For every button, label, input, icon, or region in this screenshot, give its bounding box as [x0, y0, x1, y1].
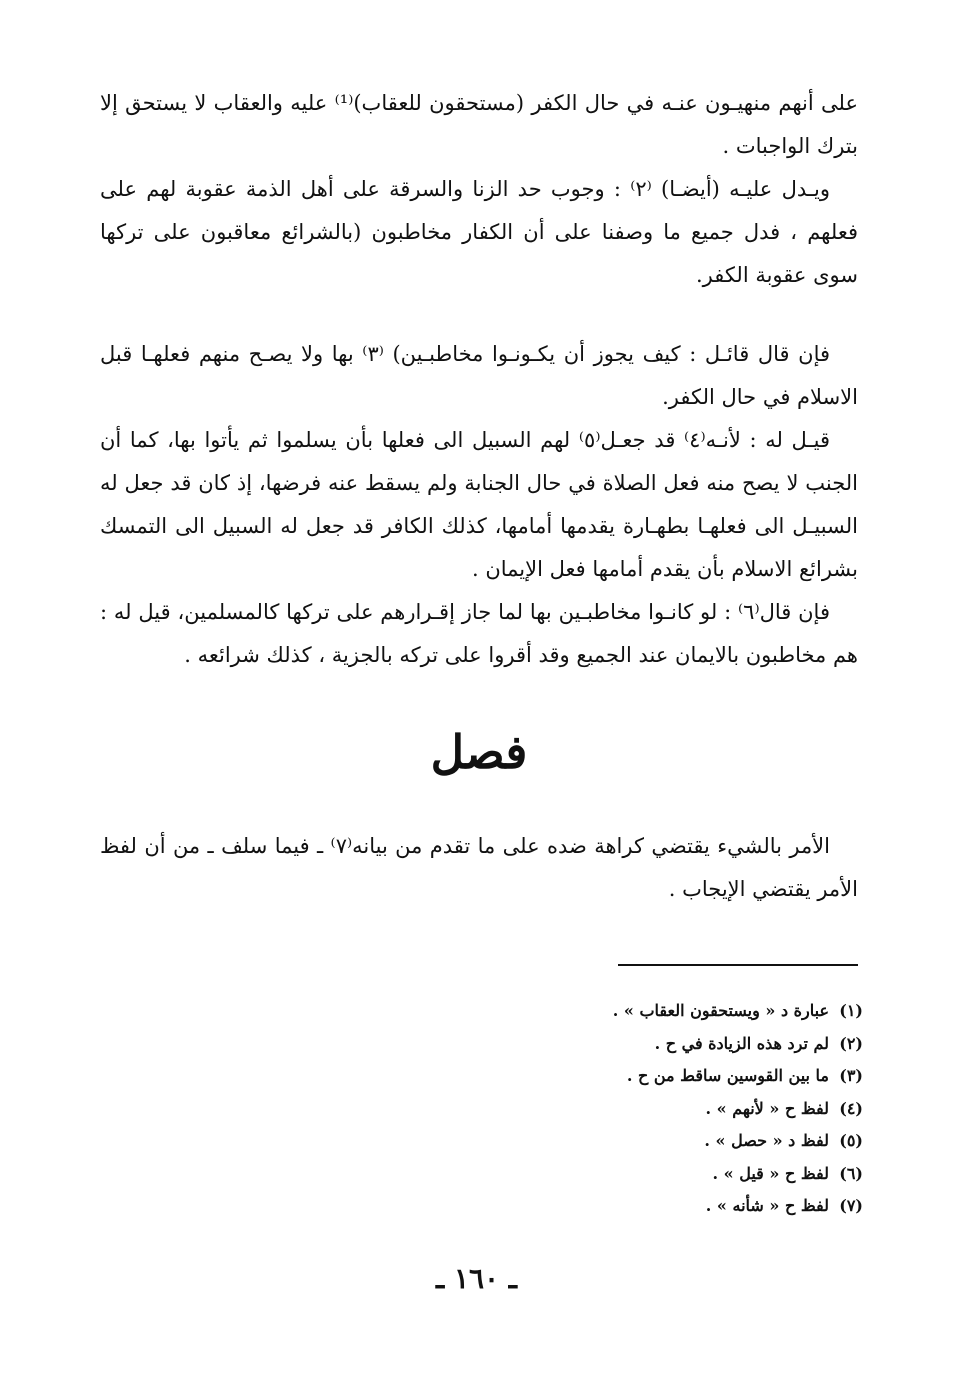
footnote-number: (٧)	[839, 1196, 863, 1215]
paragraph-5: فإن قال⁽٦⁾ : لو كانـوا مخاطبـين بها لما جاز إقـرارهم على تركها كالمسلمين، قيل له : هم مخاطبون بالايمان عند الجميع وقد أقروا على تركه بالجزية ، كذلك شرائعه .	[100, 600, 858, 667]
footnote-text: لم ترد هذه الزيادة في ح .	[654, 1033, 829, 1053]
footnote-text: لفظ د « حصل » .	[704, 1131, 829, 1150]
paragraph-6: الأمر بالشيء يقتضي كراهة ضده على ما تقدم من بيانه⁽٧⁾ ـ فيما سلف ـ من أن لفظ الأمر يقتضي الإيجاب .	[100, 834, 858, 901]
footnote-text: عبارة د « ويستحقون العقاب » .	[612, 1001, 829, 1020]
footnote-text: لفظ ح « لأنهم » .	[705, 1098, 829, 1118]
footnote-text: لفظ ح « شأنه » .	[705, 1196, 829, 1215]
footnote-3	[363, 1060, 863, 1093]
footnote-text: لفظ ح « قيل » .	[712, 1163, 829, 1183]
footnotes	[363, 995, 863, 1223]
footnote-number: (٥)	[839, 1131, 863, 1150]
footnote-5	[363, 1125, 863, 1158]
paragraph-4: قيـل له : لأنـه⁽٤⁾ قد جعـل⁽٥⁾ لهم السبيل الى فعلها بأن يسلموا ثم يأتوا بها، كما أن الجنب لا يصح منه فعل الصلاة في حال الجنابة ولم يسقط عنه فرضها، إذ كان قد جعل له السبيـل الى فعلهـا بطهـارة يقدمها أمامها، كذلك الكافر قد جعل له السبيل الى التمسك بشرائع الاسلام بأن يقدم أمامها فعل الإيمان .	[100, 428, 858, 581]
page-body	[100, 82, 858, 911]
footnote-number: (٦)	[839, 1163, 863, 1183]
footnote-1	[363, 995, 863, 1028]
paragraph-1: على أنهم منهيـون عنـه في حال الكفر (مستحقون للعقاب)⁽¹⁾ عليه والعقاب لا يستحق إلا بترك الواجبات .	[100, 91, 858, 158]
footnote-number: (٢)	[839, 1033, 863, 1053]
footnote-6	[363, 1158, 863, 1191]
paragraph-gap	[100, 297, 858, 333]
footnote-separator	[618, 964, 858, 966]
paragraph-3: فإن قال قائـل : كيف يجوز أن يكـونـوا مخاطبـين) ⁽٣⁾ بها ولا يصـح منهم فعلهـا قبل الاسلام في حال الكفر.	[100, 342, 858, 409]
footnote-4	[363, 1093, 863, 1126]
footnote-number: (٤)	[839, 1098, 863, 1118]
footnote-7	[363, 1190, 863, 1223]
footnote-number: (٣)	[839, 1066, 863, 1085]
footnote-2	[363, 1028, 863, 1061]
page-number: ـ ١٦٠ ـ	[435, 1262, 518, 1295]
paragraph-2: ويـدل عليـه (أيضـا) ⁽٢⁾ : وجوب حد الزنا والسرقة على أهل الذمة عقوبة لهم على فعلهم ، فدل جميع ما وصفنا على أن الكفار مخاطبون (بالشرائع معاقبون على تركها سوى عقوبة الكفر.	[100, 177, 858, 287]
footnote-text: ما بين القوسين ساقط من ح .	[626, 1066, 829, 1085]
footnote-number: (١)	[839, 1001, 863, 1020]
section-heading: فصل	[430, 725, 528, 779]
